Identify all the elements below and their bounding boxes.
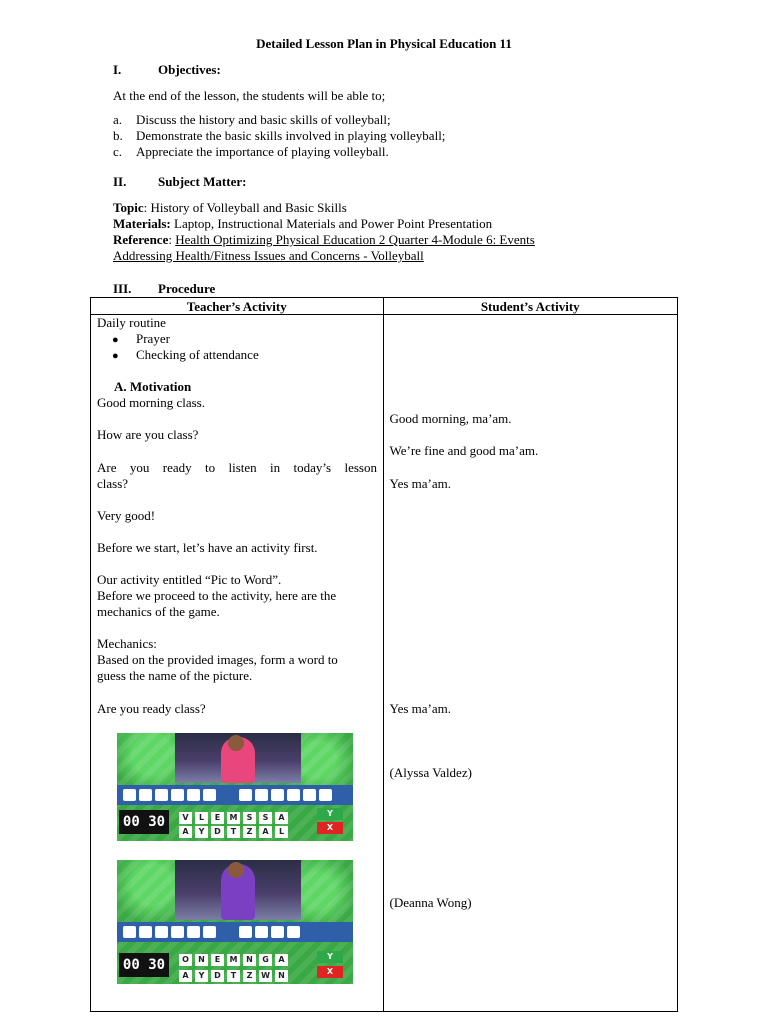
document-title: Detailed Lesson Plan in Physical Education 11 bbox=[256, 36, 512, 51]
letter-tile: A bbox=[275, 812, 288, 824]
letter-tile: T bbox=[227, 826, 240, 838]
teacher-line: How are you class? bbox=[97, 427, 199, 442]
list-marker: a. bbox=[113, 112, 123, 127]
section-number: III. bbox=[113, 281, 132, 296]
teacher-line: Before we proceed to the activity, here are the bbox=[97, 588, 337, 603]
list-item bbox=[113, 144, 445, 160]
list-item bbox=[113, 128, 445, 144]
student-line: We’re fine and good ma’am. bbox=[389, 443, 539, 458]
daily-routine: Daily routine bbox=[97, 315, 166, 330]
letter-tile: M bbox=[227, 812, 240, 824]
student-line: Yes ma’am. bbox=[389, 701, 452, 716]
player-head bbox=[228, 862, 244, 878]
teacher-activity-cell bbox=[91, 315, 384, 1012]
answer-slots bbox=[117, 785, 353, 805]
topic-line bbox=[113, 200, 633, 216]
section-number: I. bbox=[113, 62, 122, 77]
teacher-activity-header: Teacher’s Activity bbox=[91, 298, 384, 315]
topic-label: Topic bbox=[113, 200, 144, 215]
list-text: Appreciate the importance of playing volleyball. bbox=[136, 144, 389, 159]
teacher-line: mechanics of the game. bbox=[97, 604, 220, 619]
clear-answer-button: X bbox=[317, 966, 343, 978]
teacher-line: Very good! bbox=[97, 508, 156, 523]
list-marker: b. bbox=[113, 128, 123, 143]
letter-tiles bbox=[179, 950, 291, 980]
letter-tile: O bbox=[179, 954, 192, 966]
bullet-item bbox=[112, 331, 170, 348]
teacher-line: class? bbox=[97, 476, 129, 491]
list-marker: c. bbox=[113, 144, 123, 159]
materials-line bbox=[113, 216, 633, 232]
check-answer-button: Y bbox=[317, 951, 343, 963]
motivation-heading: A. Motivation bbox=[114, 379, 192, 394]
list-text: Discuss the history and basic skills of volleyball; bbox=[136, 112, 391, 127]
pic-to-word-game-image bbox=[117, 860, 353, 984]
student-answer: (Alyssa Valdez) bbox=[389, 765, 472, 780]
game-timer: 00 30 bbox=[119, 953, 169, 977]
letter-tile: A bbox=[179, 970, 192, 982]
reference-line bbox=[113, 232, 633, 248]
letter-tile: L bbox=[275, 826, 288, 838]
check-answer-button: Y bbox=[317, 808, 343, 820]
student-line: Yes ma’am. bbox=[389, 476, 452, 491]
student-activity-cell bbox=[383, 315, 678, 1012]
section-title: Subject Matter: bbox=[158, 174, 247, 189]
teacher-line: guess the name of the picture. bbox=[97, 668, 253, 683]
teacher-line: Before we start, let’s have an activity first. bbox=[97, 540, 318, 555]
bullet-text: Checking of attendance bbox=[136, 347, 259, 362]
answer-slots bbox=[117, 922, 353, 942]
materials-label: Materials: bbox=[113, 216, 171, 231]
materials-value: Laptop, Instructional Materials and Power Point Presentation bbox=[170, 216, 493, 231]
letter-tile: T bbox=[227, 970, 240, 982]
bullet-text: Prayer bbox=[136, 331, 170, 346]
topic-value: : History of Volleyball and Basic Skills bbox=[143, 200, 347, 215]
letter-tile: Y bbox=[195, 970, 208, 982]
student-line: Good morning, ma’am. bbox=[389, 411, 512, 426]
student-answer: (Deanna Wong) bbox=[389, 895, 472, 910]
bullet-icon: ● bbox=[112, 350, 119, 362]
teacher-line: Our activity entitled “Pic to Word”. bbox=[97, 572, 282, 587]
letter-tile: Z bbox=[243, 970, 256, 982]
bullet-icon: ● bbox=[112, 334, 119, 346]
teacher-line: Good morning class. bbox=[97, 395, 205, 410]
player-head bbox=[228, 735, 244, 751]
procedure-table bbox=[90, 297, 678, 1012]
teacher-line: Based on the provided images, form a word to bbox=[97, 652, 338, 667]
letter-tile: A bbox=[275, 954, 288, 966]
teacher-line: Mechanics: bbox=[97, 636, 157, 651]
letter-tile: V bbox=[179, 812, 192, 824]
reference-value: Health Optimizing Physical Education 2 Quarter 4-Module 6: Events bbox=[175, 232, 535, 247]
teacher-line: Are you ready to listen in today’s lesson bbox=[97, 460, 377, 475]
game-controls bbox=[117, 807, 353, 837]
objectives-list bbox=[113, 112, 445, 160]
letter-tile: S bbox=[243, 812, 256, 824]
section-number: II. bbox=[113, 174, 127, 189]
reference-value-cont: Addressing Health/Fitness Issues and Concerns - Volleyball bbox=[113, 248, 424, 263]
letter-tile: D bbox=[211, 970, 224, 982]
objectives-intro: At the end of the lesson, the students will be able to; bbox=[113, 88, 386, 103]
section-title: Procedure bbox=[158, 281, 216, 296]
letter-tile: Y bbox=[195, 826, 208, 838]
subject-matter-heading bbox=[113, 174, 246, 190]
game-controls bbox=[117, 948, 353, 978]
clear-answer-button: X bbox=[317, 822, 343, 834]
letter-tile: L bbox=[195, 812, 208, 824]
list-item bbox=[113, 112, 445, 128]
letter-tile: W bbox=[259, 970, 272, 982]
letter-tile: N bbox=[275, 970, 288, 982]
letter-tile: N bbox=[243, 954, 256, 966]
list-text: Demonstrate the basic skills involved in playing volleyball; bbox=[136, 128, 446, 143]
letter-tile: E bbox=[211, 954, 224, 966]
subject-matter-block bbox=[113, 200, 633, 264]
game-timer: 00 30 bbox=[119, 810, 169, 834]
student-activity-header: Student’s Activity bbox=[383, 298, 678, 315]
letter-tile: G bbox=[259, 954, 272, 966]
player-photo bbox=[175, 860, 301, 920]
section-title: Objectives: bbox=[158, 62, 221, 77]
letter-tiles bbox=[179, 808, 291, 836]
bullet-item bbox=[112, 347, 259, 364]
letter-tile: A bbox=[259, 826, 272, 838]
objectives-heading bbox=[113, 62, 221, 78]
reference-line-2 bbox=[113, 248, 633, 264]
letter-tile: A bbox=[179, 826, 192, 838]
letter-tile: D bbox=[211, 826, 224, 838]
procedure-heading bbox=[113, 281, 215, 297]
pic-to-word-game-image bbox=[117, 733, 353, 841]
letter-tile: M bbox=[227, 954, 240, 966]
letter-tile: Z bbox=[243, 826, 256, 838]
letter-tile: E bbox=[211, 812, 224, 824]
letter-tile: N bbox=[195, 954, 208, 966]
reference-separator: : bbox=[168, 232, 176, 247]
teacher-line: Are you ready class? bbox=[97, 701, 206, 716]
letter-tile: S bbox=[259, 812, 272, 824]
reference-label: Reference bbox=[113, 232, 169, 247]
player-photo bbox=[175, 733, 301, 783]
